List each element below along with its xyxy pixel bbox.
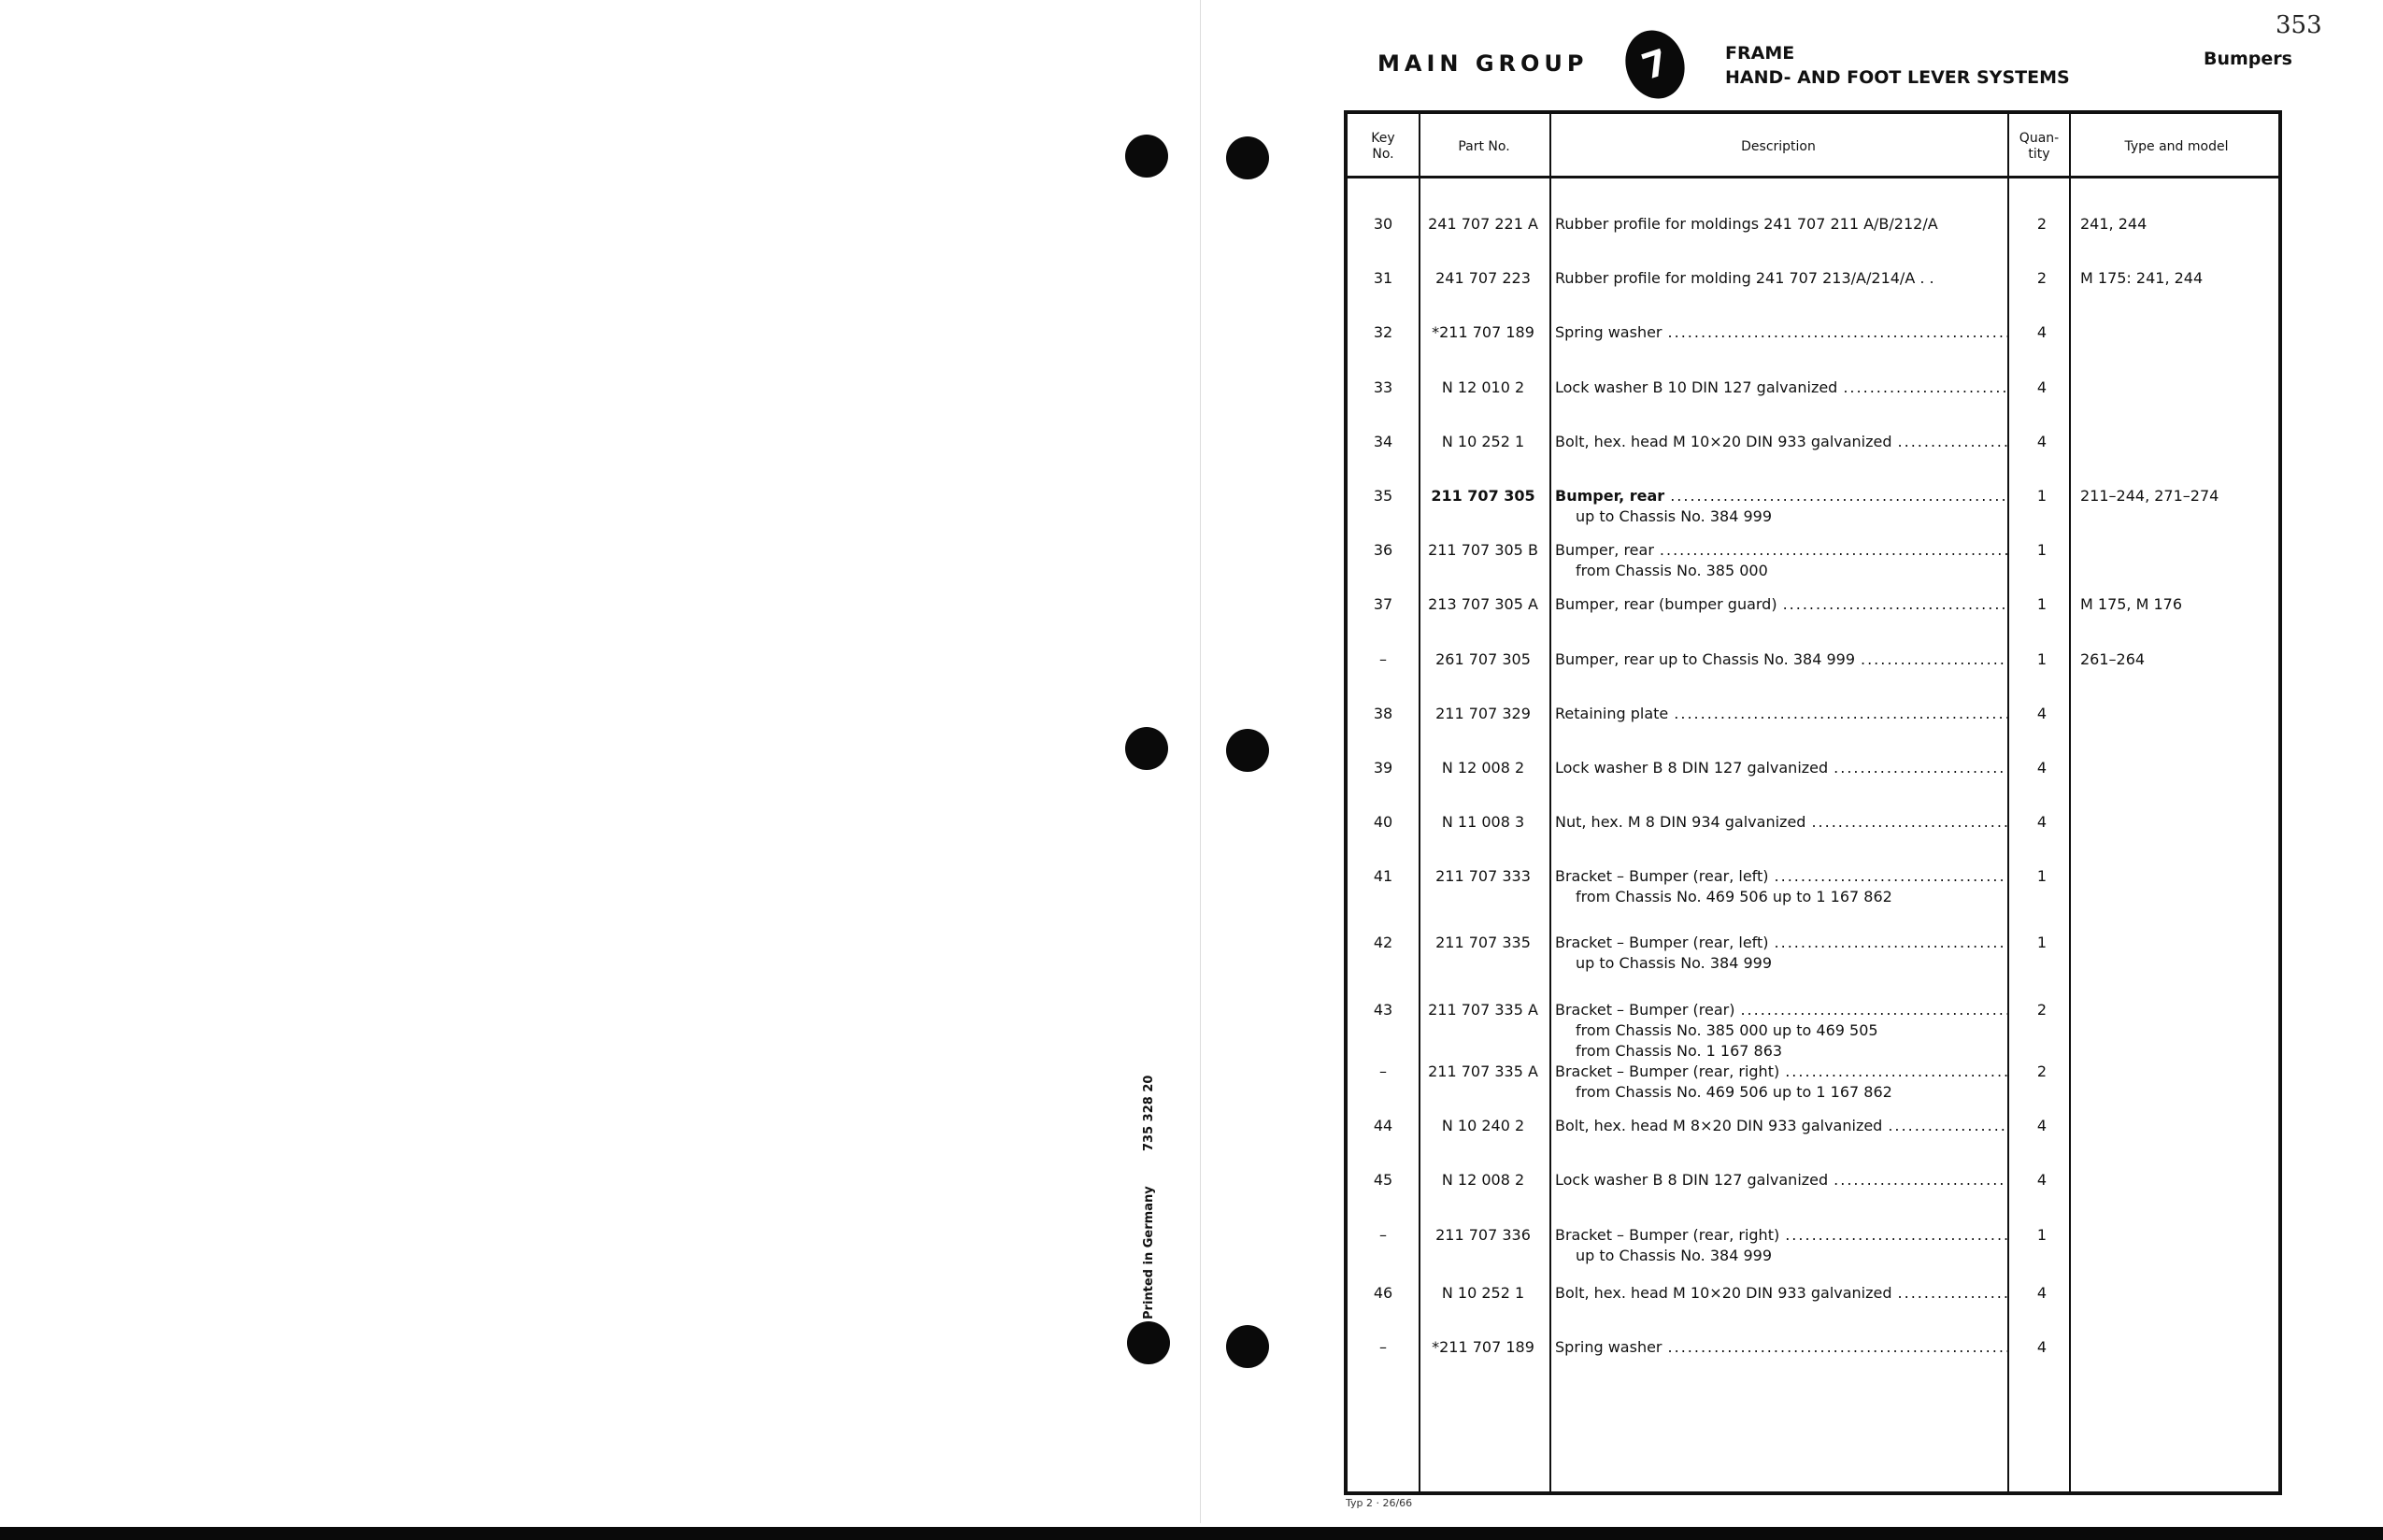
leader-dots	[1898, 433, 2007, 450]
description	[1555, 215, 2007, 233]
description-text: Rubber profile for molding 241 707 213/A/214/A . .	[1555, 269, 1934, 287]
key-number: 36	[1373, 541, 1393, 559]
part-number: 211 707 333	[1435, 867, 1531, 885]
description-note: from Chassis No. 385 000 up to 469 505	[1576, 1021, 1878, 1039]
description	[1555, 595, 2007, 613]
description	[1555, 813, 2007, 831]
scan-edge	[0, 1527, 2383, 1540]
part-number: N 12 008 2	[1441, 759, 1525, 777]
part-number: 213 707 305 A	[1428, 595, 1538, 613]
page-subtitle: HAND- AND FOOT LEVER SYSTEMS	[1725, 67, 2070, 88]
main-group-label: MAIN GROUP	[1377, 50, 1589, 77]
table-row	[1348, 541, 2286, 597]
part-number: N 12 010 2	[1441, 378, 1525, 396]
description-text: Bracket – Bumper (rear, left)	[1555, 867, 1769, 885]
table-row	[1348, 1171, 2286, 1227]
description-text: Lock washer B 10 DIN 127 galvanized	[1555, 378, 1838, 396]
binder-hole	[1226, 729, 1269, 772]
key-number: –	[1379, 1062, 1387, 1080]
description	[1555, 1284, 2007, 1302]
quantity: 4	[2036, 1117, 2048, 1134]
description-text: Bracket – Bumper (rear)	[1555, 1001, 1735, 1019]
leader-dots	[1740, 1001, 2007, 1019]
description	[1555, 1226, 2007, 1264]
description	[1555, 433, 2007, 450]
header-rule	[1348, 176, 2278, 178]
quantity: 4	[2036, 813, 2048, 831]
parts-table	[1344, 110, 2282, 1495]
description	[1555, 650, 2007, 668]
binder-hole	[1226, 136, 1269, 179]
table-row	[1348, 1226, 2286, 1282]
description	[1555, 378, 2007, 396]
table-row	[1348, 378, 2286, 435]
description	[1555, 867, 2007, 905]
key-number: 43	[1373, 1001, 1393, 1019]
leader-dots	[1843, 378, 2007, 396]
type-model: 241, 244	[2080, 215, 2148, 233]
table-row	[1348, 433, 2286, 489]
description-text: Retaining plate	[1555, 705, 1669, 722]
description-text: Bracket – Bumper (rear, right)	[1555, 1226, 1780, 1244]
description-text: Bolt, hex. head M 10×20 DIN 933 galvanized	[1555, 1284, 1892, 1302]
leader-dots	[1668, 1338, 2007, 1356]
description-text: Spring washer	[1555, 1338, 1662, 1356]
key-number: 45	[1373, 1171, 1393, 1189]
table-row	[1348, 1284, 2286, 1340]
quantity: 1	[2036, 1226, 2048, 1244]
part-number: N 10 252 1	[1441, 433, 1525, 450]
type-model: M 175, M 176	[2080, 595, 2183, 613]
description	[1555, 269, 2007, 287]
description	[1555, 1062, 2007, 1101]
quantity: 4	[2036, 705, 2048, 722]
key-number: –	[1379, 1338, 1387, 1356]
key-number: 38	[1373, 705, 1393, 722]
table-row	[1348, 813, 2286, 869]
table-row	[1348, 1338, 2286, 1394]
table-row	[1348, 867, 2286, 923]
leader-dots	[1775, 867, 2007, 885]
description	[1555, 934, 2007, 972]
table-row	[1348, 650, 2286, 706]
part-number: 211 707 305 B	[1428, 541, 1538, 559]
binder-hole	[1125, 135, 1168, 178]
table-row	[1348, 1062, 2286, 1119]
part-number: *211 707 189	[1432, 323, 1534, 341]
quantity: 1	[2036, 934, 2048, 951]
quantity: 4	[2036, 1284, 2048, 1302]
leader-dots	[1783, 595, 2007, 613]
description-note: from Chassis No. 469 506 up to 1 167 862	[1576, 1083, 1892, 1101]
print-code: 735 328 20	[1142, 1075, 1156, 1151]
quantity: 2	[2036, 215, 2048, 233]
description	[1555, 759, 2007, 777]
quantity: 4	[2036, 1338, 2048, 1356]
description-note: from Chassis No. 469 506 up to 1 167 862	[1576, 888, 1892, 905]
description	[1555, 1338, 2007, 1356]
part-number: 211 707 335 A	[1428, 1062, 1538, 1080]
quantity: 1	[2036, 867, 2048, 885]
part-number: 211 707 329	[1435, 705, 1531, 722]
quantity: 4	[2036, 323, 2048, 341]
description-text: Bolt, hex. head M 8×20 DIN 933 galvanized	[1555, 1117, 1883, 1134]
description-note: up to Chassis No. 384 999	[1576, 1247, 1772, 1264]
leader-dots	[1861, 650, 2007, 668]
part-number: 211 707 335	[1435, 934, 1531, 951]
quantity: 4	[2036, 759, 2048, 777]
page-title: FRAME	[1725, 43, 1795, 64]
key-number: 33	[1373, 378, 1393, 396]
key-number: 46	[1373, 1284, 1393, 1302]
footnote: Typ 2 · 26/66	[1346, 1497, 1413, 1509]
key-number: 39	[1373, 759, 1393, 777]
key-number: 32	[1373, 323, 1393, 341]
leader-dots	[1660, 541, 2007, 559]
quantity: 1	[2036, 541, 2048, 559]
description	[1555, 705, 2007, 722]
part-number: N 12 008 2	[1441, 1171, 1525, 1189]
description-note: from Chassis No. 385 000	[1576, 562, 1768, 579]
leader-dots	[1888, 1117, 2007, 1134]
leader-dots	[1834, 1171, 2007, 1189]
binder-hole	[1125, 727, 1168, 770]
binder-hole	[1226, 1325, 1269, 1368]
description-text: Bumper, rear	[1555, 541, 1654, 559]
leader-dots	[1811, 813, 2007, 831]
description-note: up to Chassis No. 384 999	[1576, 507, 1772, 525]
key-number: 42	[1373, 934, 1393, 951]
table-row	[1348, 705, 2286, 761]
column-header-part: Part No.	[1458, 138, 1510, 154]
key-number: 31	[1373, 269, 1393, 287]
key-number: 40	[1373, 813, 1393, 831]
section-name: Bumpers	[2204, 49, 2292, 69]
description	[1555, 487, 2007, 525]
part-number: 211 707 305	[1431, 487, 1535, 505]
quantity: 1	[2036, 650, 2048, 668]
description-text: Nut, hex. M 8 DIN 934 galvanized	[1555, 813, 1806, 831]
description	[1555, 1171, 2007, 1189]
quantity: 1	[2036, 487, 2048, 505]
key-number: 44	[1373, 1117, 1393, 1134]
table-row	[1348, 1117, 2286, 1173]
leader-dots	[1775, 934, 2007, 951]
table-row	[1348, 934, 2286, 990]
description-note: from Chassis No. 1 167 863	[1576, 1042, 1783, 1060]
part-number: 211 707 336	[1435, 1226, 1531, 1244]
key-number: 35	[1373, 487, 1393, 505]
table-row	[1348, 1001, 2286, 1060]
description	[1555, 1001, 2007, 1060]
page-fold	[1200, 0, 1201, 1523]
description-text: Bumper, rear up to Chassis No. 384 999	[1555, 650, 1855, 668]
key-number: 37	[1373, 595, 1393, 613]
description-text: Lock washer B 8 DIN 127 galvanized	[1555, 1171, 1829, 1189]
description-text: Spring washer	[1555, 323, 1662, 341]
description-text: Rubber profile for moldings 241 707 211 A/B/212/A	[1555, 215, 1938, 233]
part-number: *211 707 189	[1432, 1338, 1534, 1356]
description-text: Bumper, rear	[1555, 487, 1665, 505]
part-number: N 10 252 1	[1441, 1284, 1525, 1302]
quantity: 2	[2036, 1001, 2048, 1019]
table-row	[1348, 323, 2286, 379]
quantity: 1	[2036, 595, 2048, 613]
column-header-quantity: Quan- tity	[2019, 131, 2060, 162]
key-number: –	[1379, 650, 1387, 668]
page-number: 353	[2276, 11, 2322, 39]
description-text: Lock washer B 8 DIN 127 galvanized	[1555, 759, 1829, 777]
printed-in-germany: Printed in Germany	[1142, 1186, 1156, 1319]
part-number: N 11 008 3	[1441, 813, 1525, 831]
table-row	[1348, 759, 2286, 815]
quantity: 4	[2036, 1171, 2048, 1189]
group-number-badge	[1617, 22, 1693, 107]
quantity: 2	[2036, 269, 2048, 287]
description-text: Bracket – Bumper (rear, left)	[1555, 934, 1769, 951]
leader-dots	[1785, 1062, 2007, 1080]
table-row	[1348, 595, 2286, 651]
description-text: Bolt, hex. head M 10×20 DIN 933 galvanized	[1555, 433, 1892, 450]
table-row	[1348, 487, 2286, 543]
column-header-key: Key No.	[1371, 131, 1395, 162]
leader-dots	[1670, 487, 2007, 505]
key-number: –	[1379, 1226, 1387, 1244]
description	[1555, 541, 2007, 579]
group-number: 7	[1636, 40, 1674, 89]
quantity: 2	[2036, 1062, 2048, 1080]
type-model: 261–264	[2080, 650, 2146, 668]
leader-dots	[1674, 705, 2007, 722]
leader-dots	[1834, 759, 2007, 777]
column-header-type: Type and model	[2124, 138, 2229, 154]
part-number: 241 707 223	[1435, 269, 1531, 287]
binder-hole	[1127, 1321, 1170, 1364]
key-number: 30	[1373, 215, 1393, 233]
leader-dots	[1668, 323, 2007, 341]
description-note: up to Chassis No. 384 999	[1576, 954, 1772, 972]
description-text: Bracket – Bumper (rear, right)	[1555, 1062, 1780, 1080]
quantity: 4	[2036, 433, 2048, 450]
type-model: 211–244, 271–274	[2080, 487, 2219, 505]
leader-dots	[1898, 1284, 2007, 1302]
table-row	[1348, 215, 2286, 271]
description	[1555, 1117, 2007, 1134]
column-header-description: Description	[1741, 138, 1816, 154]
table-row	[1348, 269, 2286, 325]
part-number: N 10 240 2	[1441, 1117, 1525, 1134]
leader-dots	[1785, 1226, 2007, 1244]
quantity: 4	[2036, 378, 2048, 396]
type-model: M 175: 241, 244	[2080, 269, 2204, 287]
description-text: Bumper, rear (bumper guard)	[1555, 595, 1777, 613]
key-number: 34	[1373, 433, 1393, 450]
part-number: 211 707 335 A	[1428, 1001, 1538, 1019]
part-number: 241 707 221 A	[1428, 215, 1538, 233]
part-number: 261 707 305	[1435, 650, 1531, 668]
description	[1555, 323, 2007, 341]
key-number: 41	[1373, 867, 1393, 885]
